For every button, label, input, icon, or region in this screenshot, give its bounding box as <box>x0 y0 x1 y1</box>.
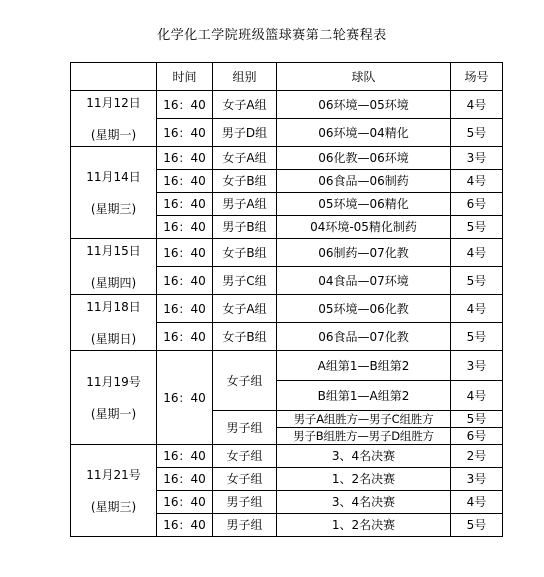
date-label: 11月18日 <box>86 299 141 314</box>
group-cell: 女子B组 <box>213 239 277 267</box>
date-label: 11月12日 <box>86 95 141 110</box>
field-no-cell: 4号 <box>451 491 503 514</box>
time-cell: 16：40 <box>157 119 213 147</box>
group-cell: 男子组 <box>213 514 277 537</box>
field-no-cell: 6号 <box>451 193 503 216</box>
group-cell: 女子组 <box>213 351 277 411</box>
field-no-cell: 5号 <box>451 411 503 428</box>
field-no-cell: 4号 <box>451 91 503 119</box>
field-no-cell: 5号 <box>451 216 503 239</box>
table-row <box>71 239 503 267</box>
time-cell: 16：40 <box>157 267 213 295</box>
weekday-label: (星期四) <box>90 275 137 290</box>
weekday-label: (星期日) <box>90 331 137 346</box>
group-cell: 女子A组 <box>213 147 277 170</box>
teams-cell: 04环境-05精化制药 <box>277 216 451 239</box>
date-label: 11月15日 <box>86 243 141 258</box>
field-no-cell: 2号 <box>451 445 503 468</box>
group-cell: 男子C组 <box>213 267 277 295</box>
teams-cell: A组第1—B组第2 <box>277 351 451 381</box>
time-cell: 16：40 <box>157 514 213 537</box>
date-cell <box>71 295 157 351</box>
header-group: 组别 <box>213 63 277 91</box>
date-label: 11月19号 <box>86 374 141 389</box>
time-cell: 16：40 <box>157 351 213 445</box>
field-no-cell: 5号 <box>451 119 503 147</box>
table-row <box>71 445 503 468</box>
table-row <box>71 91 503 119</box>
time-cell: 16：40 <box>157 468 213 491</box>
teams-cell: 1、2名决赛 <box>277 514 451 537</box>
field-no-cell: 3号 <box>451 468 503 491</box>
time-cell: 16：40 <box>157 491 213 514</box>
table-row <box>71 147 503 170</box>
field-no-cell: 4号 <box>451 381 503 411</box>
field-no-cell: 3号 <box>451 147 503 170</box>
field-no-cell: 4号 <box>451 239 503 267</box>
header-field-no: 场号 <box>451 63 503 91</box>
weekday-label: (星期三) <box>90 499 137 514</box>
teams-cell: 06环境—04精化 <box>277 119 451 147</box>
schedule-table <box>70 62 503 537</box>
teams-cell: 3、4名决赛 <box>277 445 451 468</box>
teams-cell: B组第1—A组第2 <box>277 381 451 411</box>
group-cell: 女子组 <box>213 445 277 468</box>
field-no-cell: 3号 <box>451 351 503 381</box>
group-cell: 男子D组 <box>213 119 277 147</box>
group-cell: 男子组 <box>213 491 277 514</box>
date-cell <box>71 239 157 295</box>
table-row <box>71 295 503 323</box>
teams-cell: 男子A组胜方—男子C组胜方 <box>277 411 451 428</box>
group-cell: 男子A组 <box>213 193 277 216</box>
group-cell: 女子A组 <box>213 295 277 323</box>
time-cell: 16：40 <box>157 445 213 468</box>
teams-cell: 男子B组胜方—男子D组胜方 <box>277 428 451 445</box>
field-no-cell: 4号 <box>451 295 503 323</box>
teams-cell: 05环境—06化教 <box>277 295 451 323</box>
weekday-label: (星期一) <box>90 127 137 142</box>
teams-cell: 06制药—07化教 <box>277 239 451 267</box>
page-title: 化学化工学院班级篮球赛第二轮赛程表 <box>157 28 387 43</box>
time-cell: 16：40 <box>157 147 213 170</box>
weekday-label: (星期三) <box>90 201 137 216</box>
teams-cell: 3、4名决赛 <box>277 491 451 514</box>
date-label: 11月14日 <box>86 169 141 184</box>
date-cell <box>71 351 157 445</box>
time-cell: 16：40 <box>157 323 213 351</box>
group-cell: 男子B组 <box>213 216 277 239</box>
teams-cell: 04食品—07环境 <box>277 267 451 295</box>
teams-cell: 06食品—07化教 <box>277 323 451 351</box>
teams-cell: 06环境—05环境 <box>277 91 451 119</box>
time-cell: 16：40 <box>157 216 213 239</box>
table-row <box>71 351 503 381</box>
teams-cell: 06食品—06制药 <box>277 170 451 193</box>
field-no-cell: 5号 <box>451 267 503 295</box>
time-cell: 16：40 <box>157 91 213 119</box>
date-cell <box>71 445 157 537</box>
date-cell <box>71 147 157 239</box>
time-cell: 16：40 <box>157 170 213 193</box>
date-cell <box>71 91 157 147</box>
teams-cell: 1、2名决赛 <box>277 468 451 491</box>
teams-cell: 06化教—06环境 <box>277 147 451 170</box>
time-cell: 16：40 <box>157 193 213 216</box>
header-time: 时间 <box>157 63 213 91</box>
header-blank <box>71 63 157 91</box>
teams-cell: 05环境—06精化 <box>277 193 451 216</box>
time-cell: 16：40 <box>157 239 213 267</box>
weekday-label: (星期一) <box>90 406 137 421</box>
group-cell: 女子B组 <box>213 323 277 351</box>
field-no-cell: 5号 <box>451 514 503 537</box>
date-label: 11月21号 <box>86 467 141 482</box>
group-cell: 女子B组 <box>213 170 277 193</box>
field-no-cell: 6号 <box>451 428 503 445</box>
group-cell: 女子A组 <box>213 91 277 119</box>
time-cell: 16：40 <box>157 295 213 323</box>
field-no-cell: 4号 <box>451 170 503 193</box>
group-cell: 女子组 <box>213 468 277 491</box>
group-cell: 男子组 <box>213 411 277 445</box>
field-no-cell: 5号 <box>451 323 503 351</box>
header-row <box>71 63 503 91</box>
header-teams: 球队 <box>277 63 451 91</box>
